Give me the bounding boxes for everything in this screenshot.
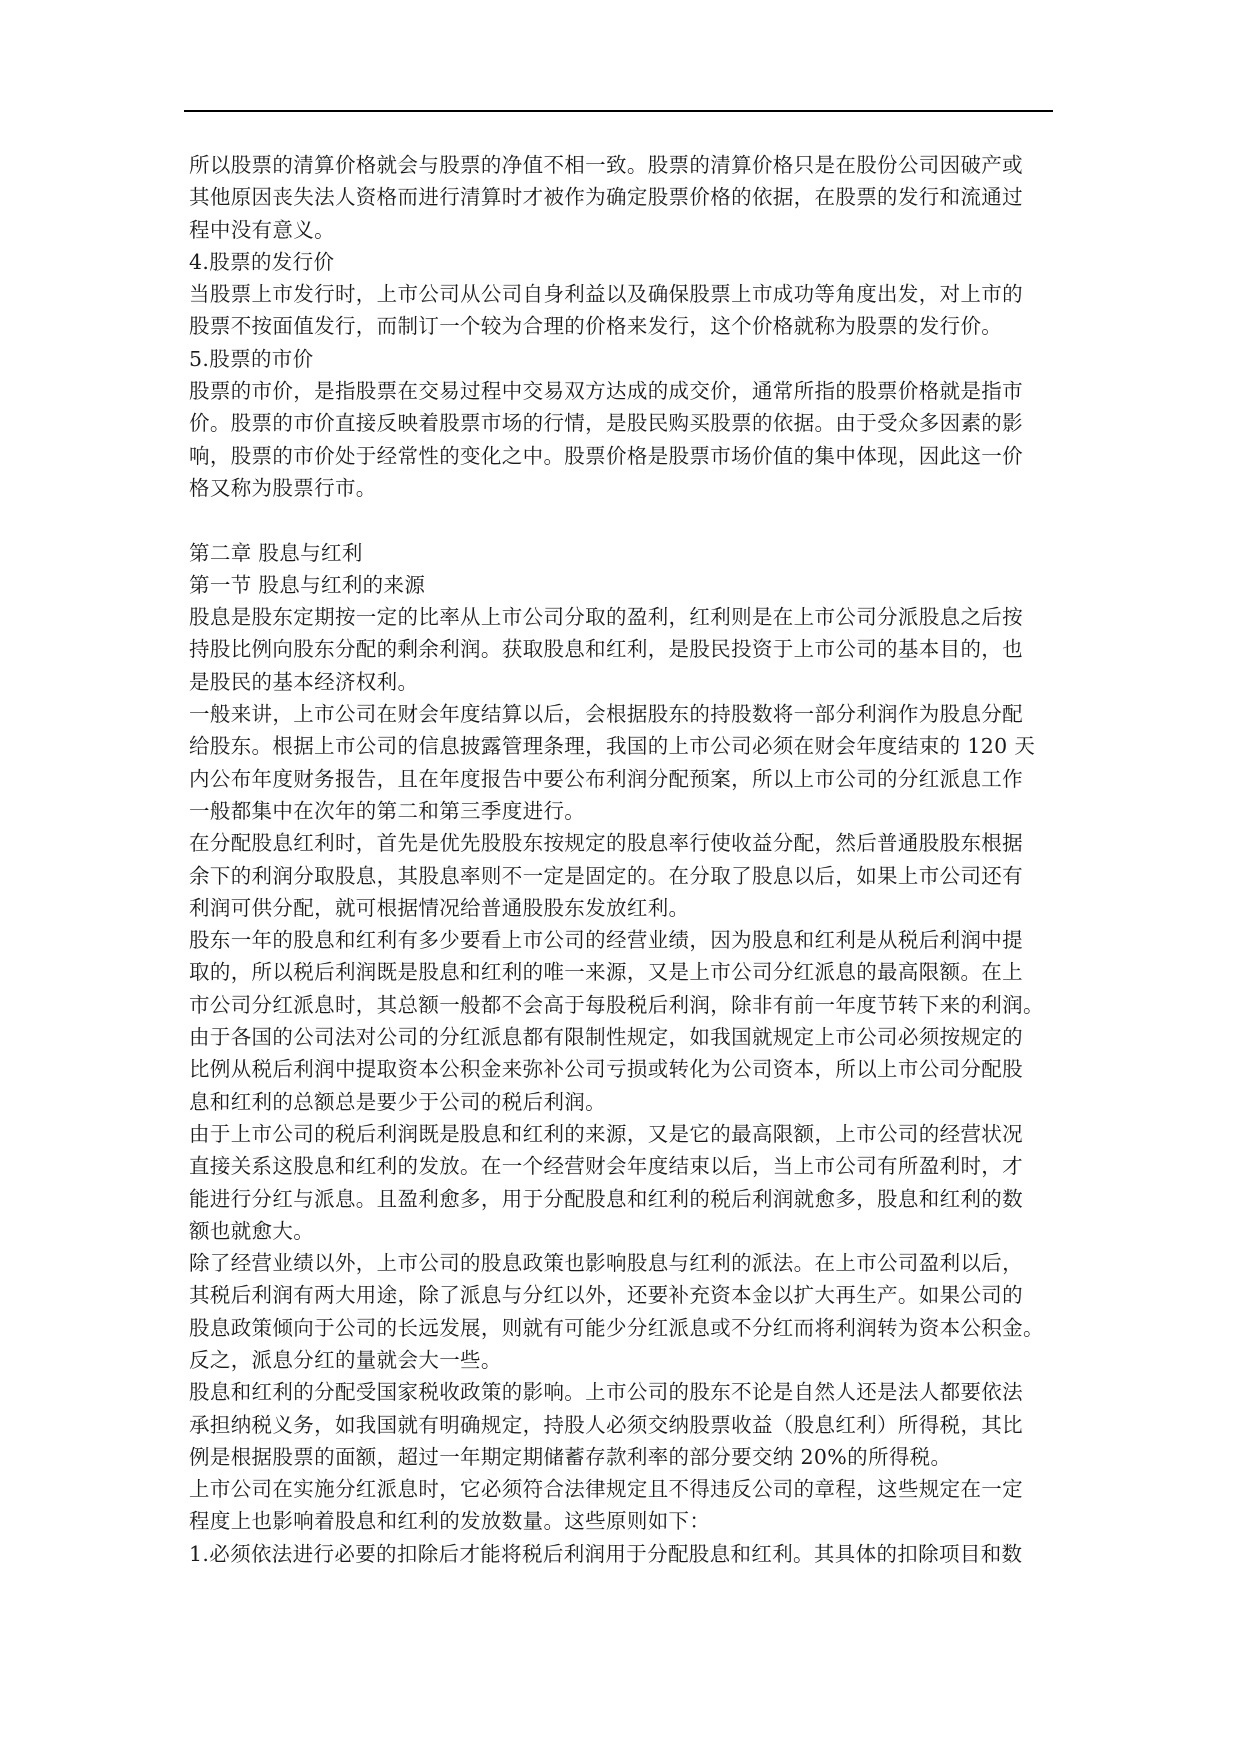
text-line: 取的，所以税后利润既是股息和红利的唯一来源，又是上市公司分红派息的最高限额。在上 — [189, 960, 1023, 985]
text-line: 程度上也影响着股息和红利的发放数量。这些原则如下： — [189, 1509, 711, 1534]
text-line: 在分配股息红利时，首先是优先股股东按规定的股息率行使收益分配，然后普通股股东根据 — [189, 831, 1023, 856]
text-line: 1.必须依法进行必要的扣除后才能将税后利润用于分配股息和红利。其具体的扣除项目和数 — [189, 1541, 1023, 1566]
text-line: 所以股票的清算价格就会与股票的净值不相一致。股票的清算价格只是在股份公司因破产或 — [189, 153, 1023, 177]
text-line: 由于各国的公司法对公司的分红派息都有限制性规定，如我国就规定上市公司必须按规定的 — [189, 1025, 1023, 1050]
blank-line — [189, 504, 1051, 536]
text-line: 股息是股东定期按一定的比率从上市公司分取的盈利，红利则是在上市公司分派股息之后按 — [189, 605, 1023, 630]
document-body — [189, 149, 1051, 1570]
text-line: 第二章 股息与红利 — [189, 540, 363, 565]
text-line: 格又称为股票行市。 — [189, 475, 377, 500]
text-line: 其税后利润有两大用途，除了派息与分红以外，还要补充资本金以扩大再生产。如果公司的 — [189, 1283, 1023, 1308]
text-line: 承担纳税义务，如我国就有明确规定，持股人必须交纳股票收益（股息红利）所得税，其比 — [189, 1412, 1023, 1437]
text-line: 息和红利的总额总是要少于公司的税后利润。 — [189, 1089, 606, 1114]
text-line: 除了经营业绩以外，上市公司的股息政策也影响股息与红利的派法。在上市公司盈利以后， — [189, 1251, 1023, 1276]
text-line: 4.股票的发行价 — [189, 249, 335, 274]
text-line: 比例从税后利润中提取资本公积金来弥补公司亏损或转化为公司资本，所以上市公司分配股 — [189, 1057, 1023, 1082]
text-line: 第一节 股息与红利的来源 — [189, 572, 426, 597]
text-line: 股息和红利的分配受国家税收政策的影响。上市公司的股东不论是自然人还是法人都要依法 — [189, 1380, 1023, 1405]
text-line: 内公布年度财务报告，且在年度报告中要公布利润分配预案，所以上市公司的分红派息工作 — [189, 766, 1023, 791]
text-line: 余下的利润分取股息，其股息率则不一定是固定的。在分取了股息以后，如果上市公司还有 — [189, 863, 1023, 888]
text-line: 5.股票的市价 — [189, 346, 314, 371]
text-line: 股息政策倾向于公司的长远发展，则就有可能少分红派息或不分红而将利润转为资本公积金。 — [189, 1315, 1044, 1340]
header-rule — [184, 110, 1053, 112]
text-line: 响，股票的市价处于经常性的变化之中。股票价格是股票市场价值的集中体现，因此这一价 — [189, 443, 1023, 468]
text-line: 股东一年的股息和红利有多少要看上市公司的经营业绩，因为股息和红利是从税后利润中提 — [189, 928, 1023, 953]
text-line: 例是根据股票的面额，超过一年期定期储蓄存款利率的部分要交纳 20%的所得税。 — [189, 1444, 952, 1469]
text-line: 股票的市价，是指股票在交易过程中交易双方达成的成交价，通常所指的股票价格就是指市 — [189, 379, 1023, 404]
text-line: 直接关系这股息和红利的发放。在一个经营财会年度结束以后，当上市公司有所盈利时，才 — [189, 1154, 1023, 1179]
text-line: 上市公司在实施分红派息时，它必须符合法律规定且不得违反公司的章程，这些规定在一定 — [189, 1477, 1023, 1502]
text-line: 一般来讲，上市公司在财会年度结算以后，会根据股东的持股数将一部分利润作为股息分配 — [189, 702, 1023, 727]
text-line: 由于上市公司的税后利润既是股息和红利的来源，又是它的最高限额，上市公司的经营状况 — [189, 1121, 1023, 1146]
text-line: 程中没有意义。 — [189, 217, 335, 242]
text-line: 价。股票的市价直接反映着股票市场的行情，是股民购买股票的依据。由于受众多因素的影 — [189, 411, 1023, 436]
text-line: 反之，派息分红的量就会大一些。 — [189, 1347, 502, 1372]
text-line: 利润可供分配，就可根据情况给普通股股东发放红利。 — [189, 895, 690, 920]
text-line: 市公司分红派息时，其总额一般都不会高于每股税后利润，除非有前一年度节转下来的利润。 — [189, 992, 1044, 1017]
text-line: 一般都集中在次年的第二和第三季度进行。 — [189, 798, 586, 823]
text-line: 股票不按面值发行，而制订一个较为合理的价格来发行，这个价格就称为股票的发行价。 — [189, 314, 1003, 339]
text-line: 额也就愈大。 — [189, 1218, 315, 1243]
text-line: 是股民的基本经济权利。 — [189, 669, 419, 694]
text-line: 持股比例向股东分配的剩余利润。获取股息和红利，是股民投资于上市公司的基本目的，也 — [189, 637, 1023, 662]
text-line: 给股东。根据上市公司的信息披露管理条理，我国的上市公司必须在财会年度结束的 120 天 — [189, 734, 1036, 759]
text-line: 当股票上市发行时，上市公司从公司自身利益以及确保股票上市成功等角度出发，对上市的 — [189, 282, 1023, 307]
text-line: 能进行分红与派息。且盈利愈多，用于分配股息和红利的税后利润就愈多，股息和红利的数 — [189, 1186, 1023, 1211]
text-line: 其他原因丧失法人资格而进行清算时才被作为确定股票价格的依据，在股票的发行和流通过 — [189, 185, 1023, 210]
